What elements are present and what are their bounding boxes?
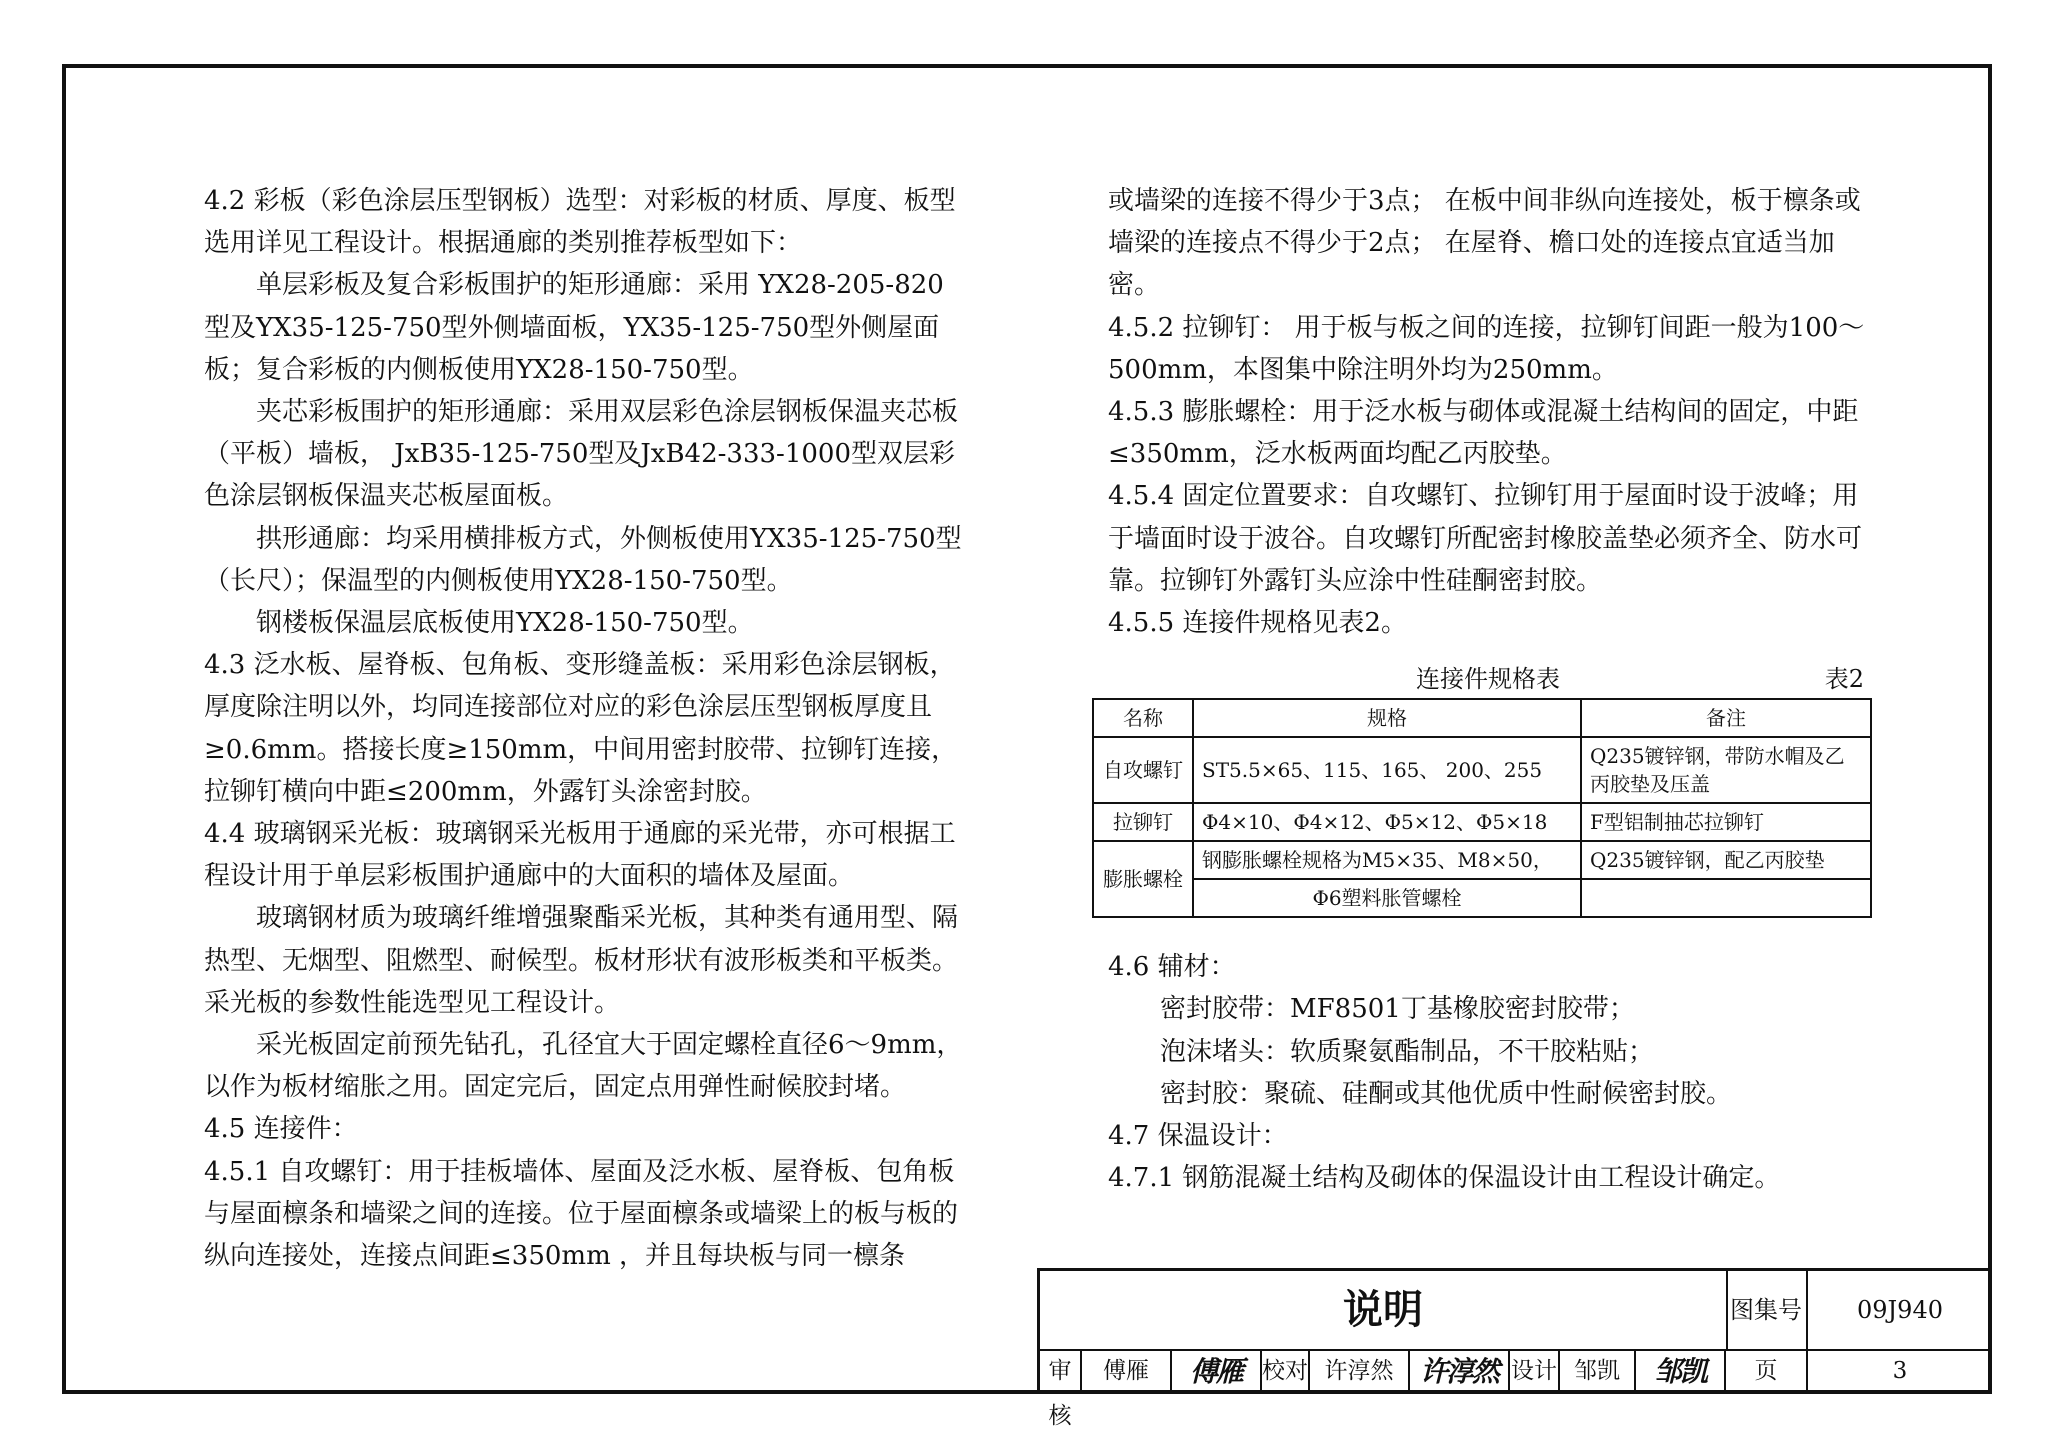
review-label: 审核 — [1040, 1349, 1082, 1394]
table-number: 表2 — [1824, 665, 1864, 694]
design-label: 设计 — [1510, 1349, 1560, 1394]
paragraph: 4.7 保温设计： — [1108, 1121, 1288, 1152]
paragraph: 4.5.2 拉铆钉： 用于板与板之间的连接，拉铆钉间距一般为100～500mm，本图集中除注明外均为250mm。 — [1108, 312, 1865, 385]
checker-name: 许淳然 — [1310, 1349, 1410, 1394]
paragraph: 4.5.3 膨胀螺栓：用于泛水板与砌体或混凝土结构间的固定，中距≤350mm，泛水板两面均配乙丙胶垫。 — [1108, 397, 1859, 470]
cell-note: Q235镀锌钢，配乙丙胶垫 — [1581, 841, 1871, 879]
paragraph: 4.4 玻璃钢采光板：玻璃钢采光板用于通廊的采光带，亦可根据工程设计用于单层彩板围护通廊中的大面积的墙体及屋面。 — [204, 819, 956, 892]
cell-spec: ST5.5×65、115、165、 200、255 — [1193, 737, 1581, 803]
left-column — [204, 180, 964, 1277]
paragraph: 4.7.1 钢筋混凝土结构及砌体的保温设计由工程设计确定。 — [1108, 1163, 1781, 1194]
cell-note: Q235镀锌钢，带防水帽及乙丙胶垫及压盖 — [1581, 737, 1871, 803]
atlas-label: 图集号 — [1726, 1271, 1808, 1349]
paragraph: 采光板固定前预先钻孔，孔径宜大于固定螺栓直径6～9mm，以作为板材缩胀之用。固定完后，固定点用弹性耐候胶封堵。 — [204, 1030, 963, 1103]
paragraph: 玻璃钢材质为玻璃纤维增强聚酯采光板，其种类有通用型、隔热型、无烟型、阻燃型、耐候型。板材形状有波形板类和平板类。采光板的参数性能选型见工程设计。 — [204, 903, 959, 1018]
paragraph: 或墙梁的连接不得少于3点； 在板中间非纵向连接处，板于檩条或墙梁的连接点不得少于2点； 在屋脊、檐口处的连接点宜适当加密。 — [1108, 186, 1861, 301]
table-row — [1093, 803, 1871, 841]
cell-note: F型铝制抽芯拉铆钉 — [1581, 803, 1871, 841]
paragraph: 泡沫堵头：软质聚氨酯制品，不干胶粘贴； — [1160, 1036, 1655, 1067]
paragraph: 4.5.5 连接件规格见表2。 — [1108, 608, 1407, 639]
paragraph: 4.5.4 固定位置要求：自攻螺钉、拉铆钉用于屋面时设于波峰；用于墙面时设于波谷。自攻螺钉所配密封橡胶盖垫必须齐全、防水可靠。拉铆钉外露钉头应涂中性硅酮密封胶。 — [1108, 481, 1863, 596]
connector-spec-table — [1092, 698, 1872, 918]
paragraph: 单层彩板及复合彩板围护的矩形通廊：采用 YX28-205-820型及YX35-125-750型外侧墙面板，YX35-125-750型外侧屋面板；复合彩板的内侧板使用YX28-150-750型。 — [204, 270, 944, 385]
reviewer-signature: 傅雁 — [1172, 1349, 1262, 1394]
paragraph: 钢楼板保温层底板使用YX28-150-750型。 — [256, 608, 754, 639]
designer-name: 邹凯 — [1560, 1349, 1636, 1394]
checker-signature: 许淳然 — [1410, 1349, 1510, 1394]
paragraph: 密封胶带：MF8501丁基橡胶密封胶带； — [1160, 994, 1635, 1025]
designer-signature: 邹凯 — [1636, 1349, 1726, 1394]
reviewer-name: 傅雁 — [1082, 1349, 1172, 1394]
paragraph: 4.3 泛水板、屋脊板、包角板、变形缝盖板：采用彩色涂层钢板，厚度除注明以外，均同连接部位对应的彩色涂层压型钢板厚度且≥0.6mm。搭接长度≥150mm，中间用密封胶带、拉铆钉连接，拉铆钉横向中距≤200mm，外露钉头涂密封胶。 — [204, 650, 958, 807]
check-label: 校对 — [1262, 1349, 1310, 1394]
title-block — [1037, 1268, 1992, 1429]
cell-name: 拉铆钉 — [1093, 803, 1193, 841]
paragraph: 4.5 连接件： — [204, 1114, 358, 1145]
table-row — [1093, 879, 1871, 917]
table-row — [1093, 841, 1871, 879]
paragraph: 拱形通廊：均采用横排板方式，外侧板使用YX35-125-750型（长尺）；保温型的内侧板使用YX28-150-750型。 — [204, 523, 962, 596]
paragraph: 4.5.1 自攻螺钉：用于挂板墙体、屋面及泛水板、屋脊板、包角板与屋面檩条和墙梁之间的连接。位于屋面檩条或墙梁上的板与板的纵向连接处，连接点间距≤350mm ，并且每块板与同一檩条 — [204, 1156, 959, 1272]
atlas-number: 09J940 — [1857, 1296, 1943, 1324]
paragraph: 夹芯彩板围护的矩形通廊：采用双层彩色涂层钢板保温夹芯板（平板）墙板， JxB35-125-750型及JxB42-333-1000型双层彩色涂层钢板保温夹芯板屋面板。 — [204, 397, 959, 512]
header-spec: 规格 — [1193, 699, 1581, 737]
cell-name: 自攻螺钉 — [1093, 737, 1193, 803]
cell-note-empty — [1581, 879, 1871, 917]
right-column — [1103, 180, 1868, 1199]
cell-spec: 钢膨胀螺栓规格为M5×35、M8×50， — [1193, 841, 1581, 879]
header-name: 名称 — [1093, 699, 1193, 737]
table-row — [1093, 737, 1871, 803]
paragraph: 4.6 辅材： — [1108, 952, 1236, 983]
table-title: 连接件规格表 — [1416, 665, 1560, 694]
drawing-title: 说明 — [1040, 1271, 1728, 1349]
page-number: 3 — [1892, 1358, 1908, 1384]
header-note: 备注 — [1581, 699, 1871, 737]
page-label: 页 — [1726, 1349, 1808, 1394]
cell-spec: Φ6塑料胀管螺栓 — [1193, 879, 1581, 917]
table-header-row — [1093, 699, 1871, 737]
cell-spec: Φ4×10、Φ4×12、Φ5×12、Φ5×18 — [1193, 803, 1581, 841]
cell-name: 膨胀螺栓 — [1093, 841, 1193, 917]
connector-spec-table-block — [1103, 654, 1868, 918]
paragraph: 密封胶：聚硫、硅酮或其他优质中性耐候密封胶。 — [1160, 1078, 1733, 1109]
paragraph: 4.2 彩板（彩色涂层压型钢板）选型：对彩板的材质、厚度、板型选用详见工程设计。根据通廊的类别推荐板型如下： — [204, 186, 956, 259]
